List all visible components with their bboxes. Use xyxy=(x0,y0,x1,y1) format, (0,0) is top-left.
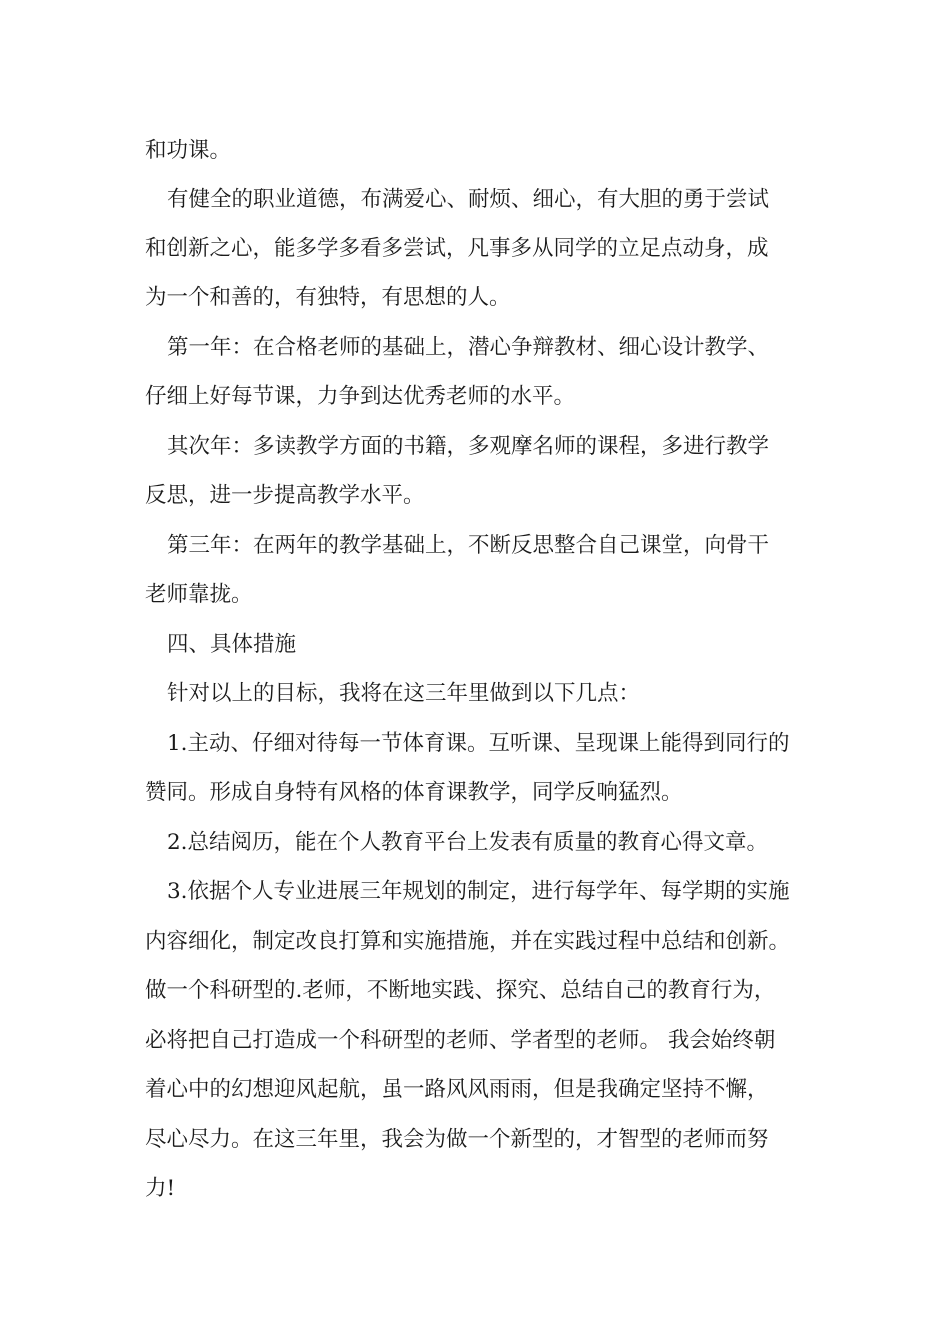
list-item-3-line: 3.依据个人专业进展三年规划的制定，进行每学年、每学期的实施 xyxy=(167,879,790,904)
text-line-1: 和功课。 xyxy=(145,138,232,163)
text-line-22: 力! xyxy=(145,1176,176,1201)
text-line-18: 做一个科研型的.老师，不断地实践、探究、总结自己的教育行为， xyxy=(145,978,776,1003)
text-line-6: 仔细上好每节课，力争到达优秀老师的水平。 xyxy=(145,384,576,409)
text-line-4: 为一个和善的，有独特，有思想的人。 xyxy=(145,285,511,310)
text-line-10: 老师靠拢。 xyxy=(145,582,253,607)
paragraph-first-line: 针对以上的目标，我将在这三年里做到以下几点： xyxy=(167,681,641,706)
section-heading: 四、具体措施 xyxy=(167,632,297,657)
list-item-2-line: 2.总结阅历，能在个人教育平台上发表有质量的教育心得文章。 xyxy=(167,830,769,855)
paragraph-first-line: 第三年：在两年的教学基础上，不断反思整合自己课堂，向骨干 xyxy=(167,533,770,558)
paragraph-first-line: 第一年：在合格老师的基础上，潜心争辩教材、细心设计教学、 xyxy=(167,335,770,360)
text-line-8: 反思，进一步提高教学水平。 xyxy=(145,483,425,508)
text-line-21: 尽心尽力。在这三年里，我会为做一个新型的，才智型的老师而努 xyxy=(145,1127,769,1152)
text-line-20: 着心中的幻想迎风起航，虽一路风风雨雨，但是我确定坚持不懈， xyxy=(145,1077,769,1102)
paragraph-first-line: 其次年：多读教学方面的书籍，多观摩名师的课程，多进行教学 xyxy=(167,434,770,459)
text-line-3: 和创新之心，能多学多看多尝试，凡事多从同学的立足点动身，成 xyxy=(145,236,769,261)
list-item-1-line: 1.主动、仔细对待每一节体育课。互听课、呈现课上能得到同行的 xyxy=(167,731,790,756)
text-line-19: 必将把自己打造成一个科研型的老师、学者型的老师。 我会始终朝 xyxy=(145,1028,776,1053)
text-line-14: 赞同。形成自身特有风格的体育课教学，同学反响猛烈。 xyxy=(145,780,683,805)
paragraph-first-line: 有健全的职业道德，布满爱心、耐烦、细心，有大胆的勇于尝试 xyxy=(167,187,770,212)
text-line-17: 内容细化，制定改良打算和实施措施，并在实践过程中总结和创新。 xyxy=(145,929,791,954)
